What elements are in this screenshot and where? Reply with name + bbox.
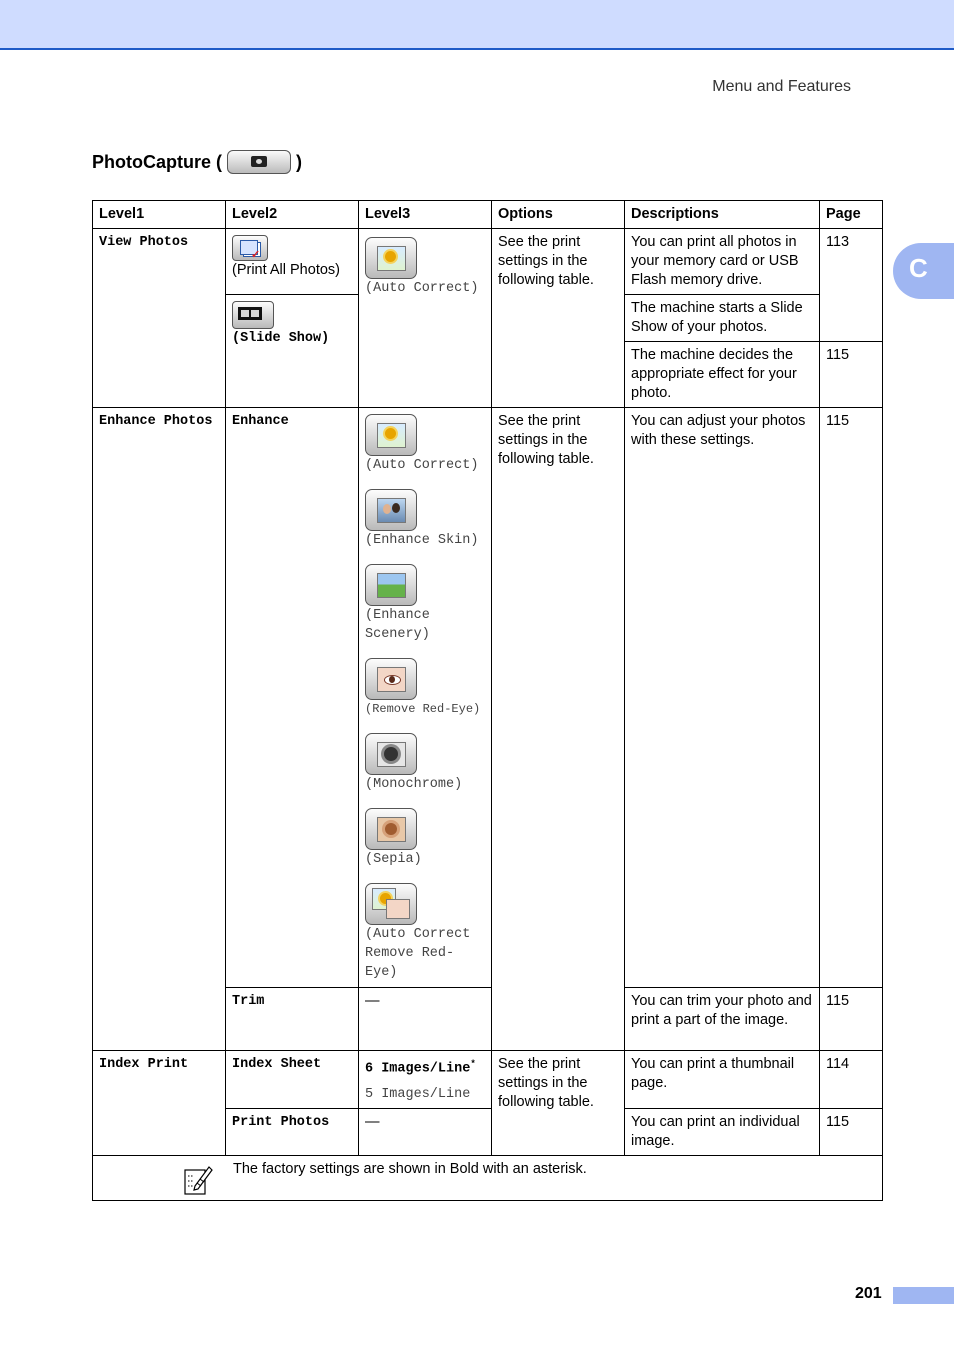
level2-print-photos: Print Photos xyxy=(226,1108,359,1155)
section-title xyxy=(92,150,302,174)
header-page: Page xyxy=(820,201,883,229)
header-level3: Level3 xyxy=(359,201,492,229)
enhance-skin-icon xyxy=(365,489,417,531)
desc-print-photos: You can print an individual image. xyxy=(625,1108,820,1155)
photocapture-button-icon xyxy=(227,150,291,174)
table-row xyxy=(93,408,883,988)
level3-enhance-effects xyxy=(359,408,492,988)
effect-sepia xyxy=(365,808,485,869)
effect-auto-correct-remove-red-eye xyxy=(365,883,485,982)
desc-enhance: You can adjust your photos with these settings. xyxy=(625,408,820,988)
note-row xyxy=(93,1155,883,1200)
level2-slide-show xyxy=(226,295,359,408)
desc-index-sheet: You can print a thumbnail page. xyxy=(625,1051,820,1109)
remove-red-eye-icon xyxy=(365,658,417,700)
level3-images-per-line xyxy=(359,1051,492,1109)
chapter-tab xyxy=(893,243,954,299)
level2-print-all xyxy=(226,229,359,295)
slide-show-icon xyxy=(232,301,274,329)
page-index-sheet: 114 xyxy=(820,1051,883,1109)
effect-label: (Enhance Skin) xyxy=(365,533,479,548)
page-auto-correct: 115 xyxy=(820,342,883,408)
section-title-prefix: PhotoCapture ( xyxy=(92,151,222,172)
page-trim: 115 xyxy=(820,988,883,1051)
page-print-photos: 115 xyxy=(820,1108,883,1155)
auto-correct-label: (Auto Correct) xyxy=(365,281,479,296)
enhance-scenery-icon xyxy=(365,564,417,606)
table-header-row xyxy=(93,201,883,229)
print-all-label: (Print All Photos) xyxy=(232,262,340,278)
note-text: The factory settings are shown in Bold with an asterisk. xyxy=(233,1160,587,1177)
effect-label: (Auto Correct) xyxy=(365,458,479,473)
desc-print-all: You can print all photos in your memory card or USB Flash memory drive. xyxy=(625,229,820,295)
options-enhance-photos: See the print settings in the following table. xyxy=(492,408,625,1051)
level1-view-photos: View Photos xyxy=(93,229,226,408)
option-6-images: 6 Images/Line* xyxy=(365,1059,476,1077)
running-header: Menu and Features xyxy=(712,78,851,95)
note-pencil-icon xyxy=(183,1164,213,1196)
desc-trim: You can trim your photo and print a part of the image. xyxy=(625,988,820,1051)
auto-correct-icon xyxy=(365,237,417,279)
effect-label: (Sepia) xyxy=(365,852,422,867)
note-cell xyxy=(93,1155,883,1200)
header-level1: Level1 xyxy=(93,201,226,229)
table-row xyxy=(93,229,883,295)
header-level2: Level2 xyxy=(226,201,359,229)
options-view-photos: See the print settings in the following table. xyxy=(492,229,625,408)
table-row xyxy=(93,1051,883,1109)
level3-print-photos: — xyxy=(359,1108,492,1155)
effect-label: (Enhance Scenery) xyxy=(365,608,430,642)
page-number: 201 xyxy=(855,1285,882,1302)
options-index-print: See the print settings in the following table. xyxy=(492,1051,625,1156)
print-all-photos-icon: ✓ xyxy=(232,235,268,261)
monochrome-icon xyxy=(365,733,417,775)
level1-enhance-photos: Enhance Photos xyxy=(93,408,226,1051)
page-print-all: 113 xyxy=(820,229,883,342)
level2-enhance: Enhance xyxy=(226,408,359,988)
effect-label: (Monochrome) xyxy=(365,777,463,792)
effect-auto-correct xyxy=(365,414,485,475)
header-options: Options xyxy=(492,201,625,229)
effect-remove-red-eye xyxy=(365,658,485,719)
page-number-bar xyxy=(893,1287,954,1304)
sepia-icon xyxy=(365,808,417,850)
chapter-tab-letter: C xyxy=(909,253,928,283)
option-5-images: 5 Images/Line xyxy=(365,1086,471,1102)
level2-trim: Trim xyxy=(226,988,359,1051)
slide-show-label: (Slide Show) xyxy=(232,331,330,346)
auto-correct-icon xyxy=(365,414,417,456)
page-enhance: 115 xyxy=(820,408,883,988)
level2-index-sheet: Index Sheet xyxy=(226,1051,359,1109)
section-title-suffix: ) xyxy=(296,151,302,172)
level3-auto-correct xyxy=(359,229,492,408)
effect-enhance-scenery xyxy=(365,564,485,644)
desc-slide-show: The machine starts a Slide Show of your photos. xyxy=(625,295,820,342)
level3-trim: — xyxy=(359,988,492,1051)
auto-correct-remove-red-eye-icon xyxy=(365,883,417,925)
effect-enhance-skin xyxy=(365,489,485,550)
level1-index-print: Index Print xyxy=(93,1051,226,1156)
effect-label: (Auto Correct Remove Red-Eye) xyxy=(365,927,471,980)
effect-label: (Remove Red-Eye) xyxy=(365,702,481,716)
effect-monochrome xyxy=(365,733,485,794)
menu-table xyxy=(92,200,883,1201)
top-banner xyxy=(0,0,954,50)
header-descriptions: Descriptions xyxy=(625,201,820,229)
desc-auto-correct: The machine decides the appropriate effect for your photo. xyxy=(625,342,820,408)
camera-icon xyxy=(251,156,267,167)
